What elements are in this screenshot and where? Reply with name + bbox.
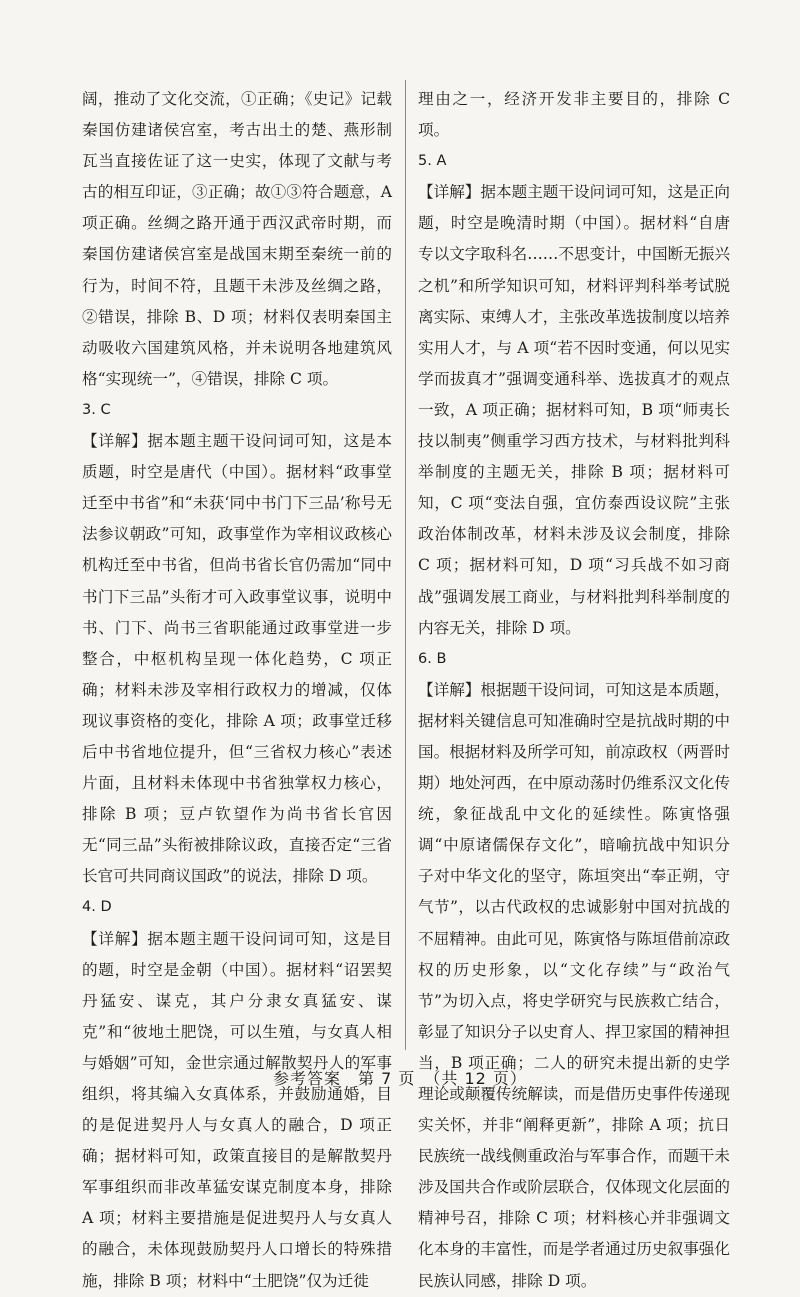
q6-explanation-text: 根据题干设问词，可知这是本质题，据材料关键信息可知准确时空是抗战时期的中国。根据材料及所学可知，前凉政权（两晋时期）地处河西，在中原动荡时仍维系汉文化传统，象征战乱中文化的延续性。陈寅恪强调“中原诸儒保存文化”，暗喻抗战中知识分子对中华文化的坚守，陈垣突出“奉正朔，守气节”，以古代政权的忠诚影射中国对抗战的不屈精神。由此可见，陈寅恪与陈垣借前凉政权的历史形象，以“文化存续”与“政治气节”为切入点，将史学研究与民族救亡结合，彰显了知识分子以史育人、捍卫家国的精神担当，B 项正确；二人的研究未提出新的史学理论或颠覆传统解读，而是借历史事件传递现实关怀，并非“阐释更新”，排除 A 项；抗日民族统一战线侧重政治与军事合作，而题干未涉及国共合作或阶层联合，仅体现文化层面的精神号召，排除 C 项；材料核心并非强调文化本身的丰富性，而是学者通过历史叙事强化民族认同感，排除 D 项。	[418, 680, 730, 1290]
q3-answer: 3. C	[82, 401, 111, 418]
q5-explanation-text: 据本题主题干设问词可知，这是正向题，时空是晚清时期（中国）。据材料“自唐专以文字取科名……不思变计，中国断无振兴之机”和所学知识可知，材料评判科举考试脱离实际、束缚人才，主张改革选拔制度以培养实用人才，与 A 项“若不因时变通，何以见实学而拔真才”强调变通科举、选拔真才的观点一致，A 项正确；据材料可知，B 项“师夷长技以制夷”侧重学习西方技术，与材料批判科举制度的主题无关，排除 B 项；据材料可知，C 项“变法自强，宜仿泰西设议院”主张政治体制改革，材料未涉及议会制度，排除 C 项；据材料可知，D 项“习兵战不如习商战”强调发展工商业，与材料批判科举制度的内容无关，排除 D 项。	[418, 183, 730, 637]
q5-answer: 5. A	[418, 153, 447, 170]
q6-answer: 6. B	[418, 650, 447, 667]
column-divider	[405, 80, 406, 1050]
q4-explanation	[82, 924, 392, 1297]
q2-continuation-text: 阔，推动了文化交流，①正确；《史记》记载秦国仿建诸侯宫室，考古出土的楚、燕形制瓦当直接佐证了这一史实，体现了文献与考古的相互印证，③正确；故①③符合题意，A 项正确。丝绸之路开通于西汉武帝时期，而秦国仿建诸侯宫室是战国末期至秦统一前的行为，时间不符，且题干未涉及丝绸之路，②错误，排除 B、D 项；材料仅表明秦国主动吸收六国建筑风格，并未说明各地建筑风格“实现统一”，④错误，排除 C 项。	[82, 90, 392, 388]
q3-detail-tag: 【详解】	[82, 432, 148, 451]
q4-continuation-text: 理由之一，经济开发非主要目的，排除 C 项。	[418, 90, 730, 140]
left-column	[82, 84, 392, 1297]
q3-explanation	[82, 426, 392, 892]
q6-explanation	[418, 675, 730, 1297]
q3-explanation-text: 据本题主题干设问词可知，这是本质题，时空是唐代（中国）。据材料“政事堂迁至中书省”和“未获‘同中书门下三品’称号无法参议朝政”可知，政事堂作为宰相议政核心机构迁至中书省，但尚书省长官仍需加“同中书门下三品”头衔才可入政事堂议事，说明中书、门下、尚书三省职能通过政事堂进一步整合，中枢机构呈现一体化趋势，C 项正确；材料未涉及宰相行政权力的增减，仅体现议事资格的变化，排除 A 项；政事堂迁移后中书省地位提升，但“三省权力核心”表述片面，且材料未体现中书省独掌权力核心，排除 B 项；豆卢钦望作为尚书省长官因无“同三品”头衔被排除议政，直接否定“三省长官可共同商议国政”的说法，排除 D 项。	[82, 432, 392, 886]
q5-explanation	[418, 177, 730, 643]
q4-answer: 4. D	[82, 899, 112, 916]
q4-explanation-text: 据本题主题干设问词可知，这是目的题，时空是金朝（中国）。据材料“诏罢契丹猛安、谋克，其户分隶女真猛安、谋克”和“彼地土肥饶，可以生殖，与女真人相与婚姻”可知，金世宗通过解散契丹人的军事组织，将其编入女真体系，并鼓励通婚，目的是促进契丹人与女真人的融合，D 项正确；据材料可知，政策直接目的是解散契丹军事组织而非改革猛安谋克制度本身，排除 A 项；材料主要措施是促进契丹人与女真人的融合，未体现鼓励契丹人口增长的特殊措施，排除 B 项；材料中“土肥饶”仅为迁徙	[82, 929, 392, 1290]
right-column	[418, 84, 730, 1297]
page-footer: 参考答案 第 7 页 （共 12 页）	[273, 1069, 527, 1088]
q6-detail-tag: 【详解】	[418, 680, 481, 699]
q4-detail-tag: 【详解】	[82, 929, 148, 948]
q5-detail-tag: 【详解】	[418, 183, 481, 202]
